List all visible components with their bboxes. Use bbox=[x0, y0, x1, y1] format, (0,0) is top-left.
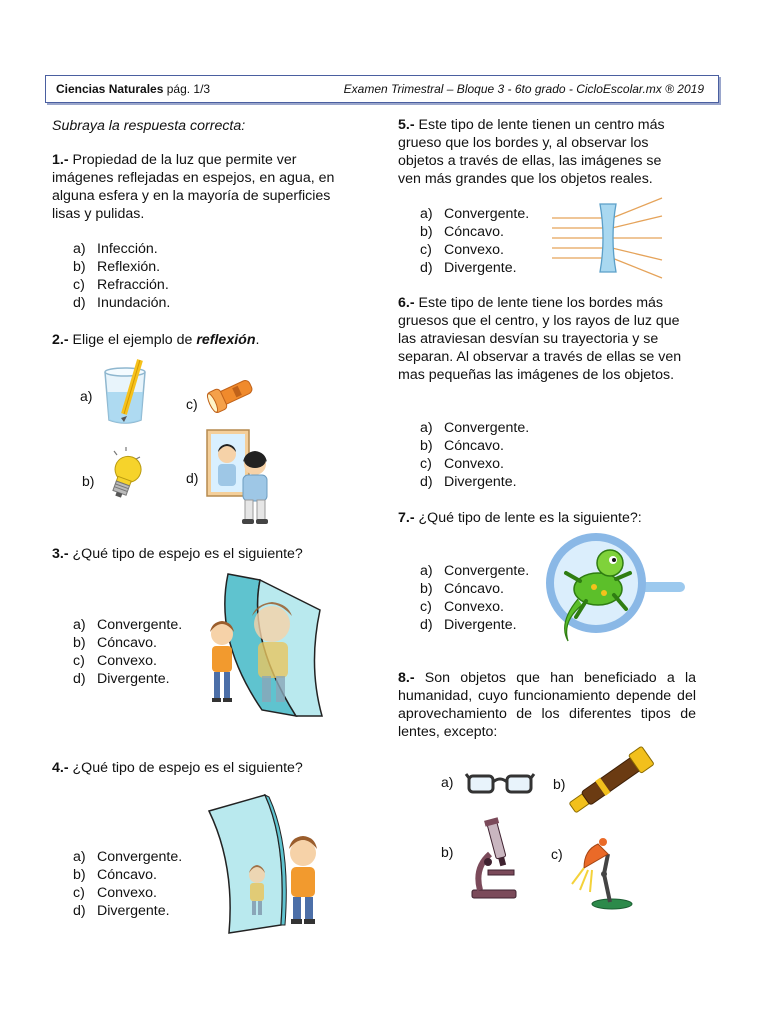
header-subject: Ciencias Naturales pág. 1/3 bbox=[56, 82, 211, 96]
question-2-text: Elige el ejemplo de bbox=[72, 332, 193, 348]
option[interactable]: c) Refracción. bbox=[73, 277, 169, 293]
option[interactable]: a) Convergente. bbox=[420, 420, 530, 436]
light-bulb-icon[interactable] bbox=[104, 445, 146, 505]
concave-mirror-boy-icon[interactable] bbox=[200, 570, 324, 722]
page-header bbox=[45, 75, 719, 103]
concave-lens-rays-icon[interactable] bbox=[548, 196, 664, 280]
magnifying-glass-lizard-icon[interactable] bbox=[546, 533, 686, 649]
question-4 bbox=[52, 759, 303, 777]
question-4-number: 4.- bbox=[52, 760, 69, 776]
question-6-number: 6.- bbox=[398, 295, 415, 311]
question-7-number: 7.- bbox=[398, 510, 415, 526]
option[interactable]: b) Cóncavo. bbox=[73, 635, 157, 651]
option[interactable]: c) Convexo. bbox=[420, 599, 504, 615]
question-7-text: ¿Qué tipo de lente es la siguiente?: bbox=[418, 510, 642, 526]
option[interactable]: b) Cóncavo. bbox=[420, 581, 504, 597]
q2-label-b: b) bbox=[82, 473, 95, 489]
question-6-options bbox=[420, 419, 529, 491]
q8-label-b1: b) bbox=[553, 776, 566, 792]
question-8-number: 8.- bbox=[398, 670, 415, 686]
microscope-icon[interactable] bbox=[466, 818, 522, 900]
question-1-text: Propiedad de la luz que permite ver imágenes reflejadas en espejos, en agua, en alguna esfera y en la mayoría de superficies lisas y pulidas. bbox=[52, 152, 335, 222]
instruction: Subraya la respuesta correcta: bbox=[52, 118, 246, 134]
question-6 bbox=[398, 294, 694, 384]
q2-label-c: c) bbox=[186, 396, 198, 412]
q8-label-b2: b) bbox=[441, 844, 454, 860]
option[interactable]: d) Divergente. bbox=[420, 260, 517, 276]
option[interactable]: a) Convergente. bbox=[73, 617, 183, 633]
option[interactable]: b) Cóncavo. bbox=[420, 224, 504, 240]
flashlight-icon[interactable] bbox=[205, 375, 260, 415]
question-5-text: Este tipo de lente tienen un centro más grueso que los bordes y, al observar los objetos a través de ellas, las imágenes se ven más grandes que los objetos reales. bbox=[398, 117, 665, 187]
glass-with-pencil-icon[interactable] bbox=[100, 360, 150, 426]
question-2-emphasis: reflexión bbox=[196, 332, 256, 348]
question-7 bbox=[398, 509, 642, 527]
option[interactable]: d) Inundación. bbox=[73, 295, 171, 311]
boy-mirror-icon[interactable] bbox=[205, 428, 273, 526]
header-exam: Examen Trimestral – Bloque 3 - 6to grado - CicloEscolar.mx ® 2019 bbox=[343, 82, 704, 96]
desk-lamp-icon[interactable] bbox=[570, 838, 634, 910]
question-3-options bbox=[73, 616, 182, 688]
option[interactable]: c) Convexo. bbox=[73, 885, 157, 901]
option[interactable]: d) Divergente. bbox=[420, 617, 517, 633]
q8-label-a: a) bbox=[441, 774, 454, 790]
q2-label-a: a) bbox=[80, 388, 93, 404]
question-3-number: 3.- bbox=[52, 546, 69, 562]
option[interactable]: a) Convergente. bbox=[73, 849, 183, 865]
question-6-text: Este tipo de lente tiene los bordes más gruesos que el centro, y los rayos de luz que las atraviesan desvían su trayectoria y se separan. Al observar a través de ellas se ven mas pequeñas las imágenes de los objetos. bbox=[398, 295, 682, 383]
question-7-options bbox=[420, 562, 529, 634]
question-8-text: Son objetos que han beneficiado a la humanidad, cuyo funcionamiento depende del aprovechamiento de los diferentes tipos de lentes, excepto: bbox=[398, 670, 696, 740]
question-4-options bbox=[73, 848, 182, 920]
convex-mirror-boy-icon[interactable] bbox=[205, 793, 329, 935]
question-5-options bbox=[420, 205, 529, 277]
option[interactable]: c) Convexo. bbox=[420, 456, 504, 472]
header-page: pág. 1/3 bbox=[166, 82, 211, 96]
option[interactable]: c) Convexo. bbox=[73, 653, 157, 669]
question-4-text: ¿Qué tipo de espejo es el siguiente? bbox=[72, 760, 303, 776]
option[interactable]: a) Infección. bbox=[73, 241, 158, 257]
option[interactable]: a) Convergente. bbox=[420, 563, 530, 579]
question-3-text: ¿Qué tipo de espejo es el siguiente? bbox=[72, 546, 303, 562]
question-2-number: 2.- bbox=[52, 332, 69, 348]
option[interactable]: d) Divergente. bbox=[73, 671, 170, 687]
question-1-number: 1.- bbox=[52, 152, 69, 168]
option[interactable]: b) Cóncavo. bbox=[420, 438, 504, 454]
eyeglasses-icon[interactable] bbox=[466, 770, 534, 796]
option[interactable]: d) Divergente. bbox=[73, 903, 170, 919]
option[interactable]: a) Convergente. bbox=[420, 206, 530, 222]
q8-label-c: c) bbox=[551, 846, 563, 862]
question-8 bbox=[398, 669, 696, 741]
question-2: 2.- Elige el ejemplo de reflexión. bbox=[52, 332, 260, 348]
question-3 bbox=[52, 545, 303, 563]
option[interactable]: d) Divergente. bbox=[420, 474, 517, 490]
q2-label-d: d) bbox=[186, 470, 199, 486]
question-5 bbox=[398, 116, 688, 188]
option[interactable]: b) Reflexión. bbox=[73, 259, 161, 275]
question-1 bbox=[52, 151, 342, 223]
option[interactable]: b) Cóncavo. bbox=[73, 867, 157, 883]
question-5-number: 5.- bbox=[398, 117, 415, 133]
telescope-icon[interactable] bbox=[562, 744, 660, 818]
option[interactable]: c) Convexo. bbox=[420, 242, 504, 258]
question-1-options bbox=[73, 240, 170, 312]
